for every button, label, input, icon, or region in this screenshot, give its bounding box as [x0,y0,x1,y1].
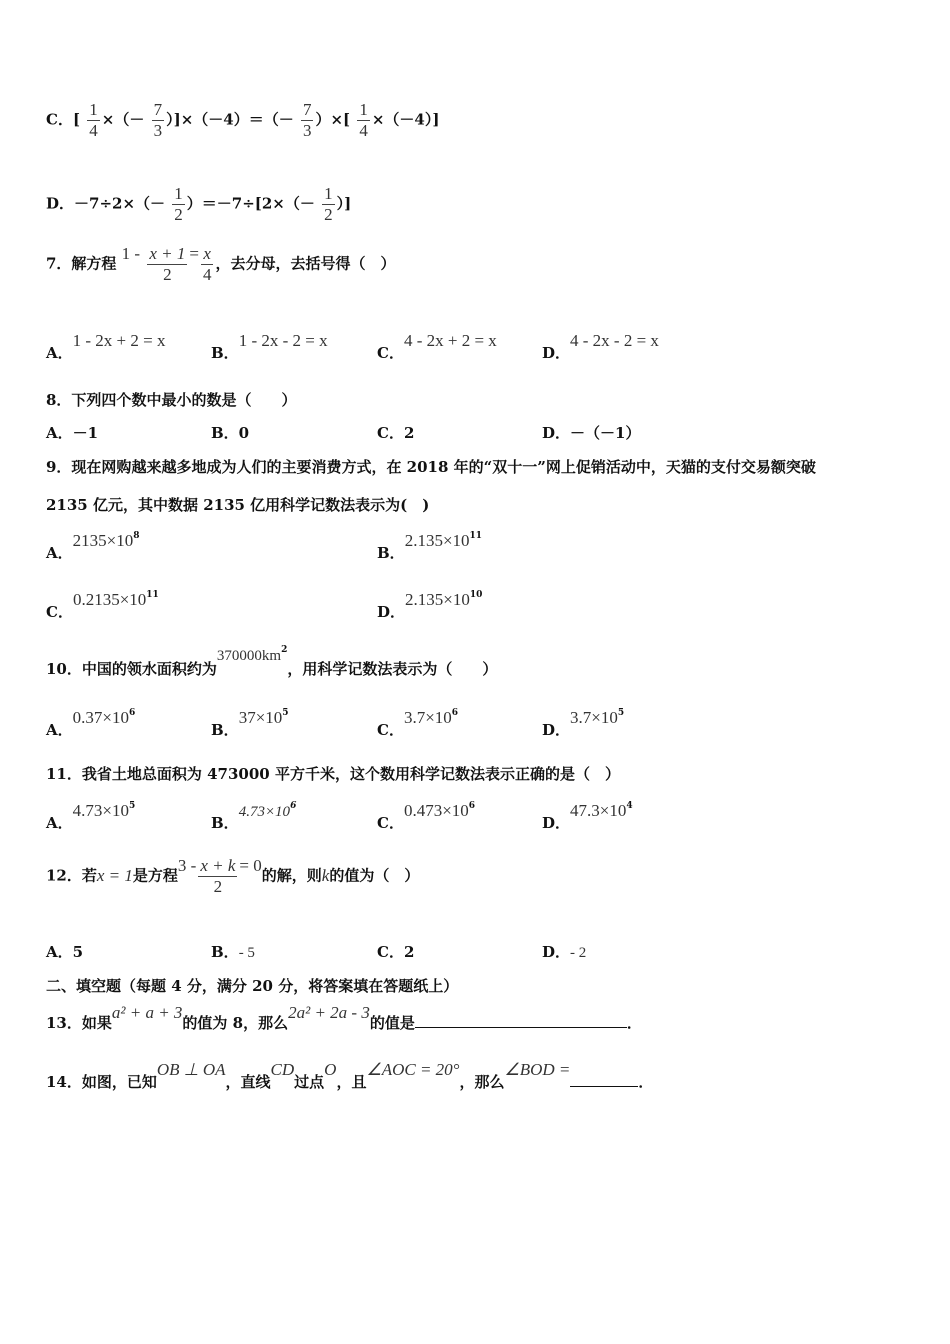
q12-option-c: C．2 [377,943,415,961]
question-7: 7．解方程 1 - $\frac{x + 1}{2}$ = $\frac{x}{4}$ ，去分母，去括号得（ ） [46,243,396,284]
q12-option-a: A．5 [46,943,84,961]
fraction: $\frac{1}{2}$ [174,184,183,224]
q12-option-b: B．- 5 [211,943,255,961]
q9-option-b: B．$2.135\times 10^{11}$ [377,531,483,562]
question-11-stem: 11．我省土地总面积为 473000 平方千米，这个数用科学记数法表示正确的是（ ） [46,765,620,783]
question-12: 12．若x = 1是方程3 - $\frac{x + k}{2}$ = 0的解，则k的值为（ ） [46,855,420,896]
question-9-line2: 2135 亿元，其中数据 2135 亿用科学记数法表示为( ) [46,496,430,514]
q10-option-a: A．$0.37\times 10^6$ [46,708,136,739]
fraction: $\frac{1}{2}$ [324,184,333,224]
q9-option-a: A．$2135\times 10^8$ [46,531,140,562]
fraction: $\frac{1}{4}$ [89,100,98,140]
section-heading: 二、填空题（每题 4 分，满分 20 分，将答案填在答题纸上） [46,977,459,995]
q7-option-d: D．4 - 2x - 2 = x [542,331,659,362]
q6-option-d: D．－7÷2×（－ $\frac{1}{2}$ ）＝－7÷[2×（－ $\frac{1}{2}$ ）] [46,184,352,224]
question-10: 10．中国的领水面积约为$370000km^2$，用科学记数法表示为（ ） [46,645,498,678]
q8-option-a: A．－1 [46,424,99,442]
q7-option-c: C．4 - 2x + 2 = x [377,331,497,362]
q7-option-a: A．1 - 2x + 2 = x [46,331,166,362]
fraction: $\frac{x + 1}{2}$ [149,244,186,284]
answer-blank[interactable] [570,1072,638,1087]
question-13: 13．如果a² + a + 3的值为 8，那么2a² + 2a - 3的值是 ． [46,1003,642,1032]
q8-option-b: B．0 [211,424,250,442]
q10-option-c: C．$3.7\times 10^6$ [377,708,459,739]
fraction: $\frac{x + k}{2}$ [200,856,236,896]
question-14: 14．如图，已知OB ⊥ OA，直线CD过点O，且∠AOC = 20°，那么∠BOD =． [46,1060,654,1091]
q11-option-c: C．$0.473\times 10^6$ [377,801,476,832]
q11-option-d: D．$47.3\times 10^4$ [542,801,633,832]
q6-option-c: C．[ $\frac{1}{4}$ ×（－ $\frac{7}{3}$ ）]×（－4）＝（－ $\frac{7}{3}$ ）×[ $\frac{1}{4}$ ×（－4）] [46,100,440,140]
q8-option-d: D．－（－1） [542,424,641,442]
fraction: $\frac{7}{3}$ [302,100,312,140]
fraction: $\frac{7}{3}$ [153,100,163,140]
q10-option-b: B．$37\times 10^5$ [211,708,289,739]
q7-option-b: B．1 - 2x - 2 = x [211,331,328,362]
q8-option-c: C．2 [377,424,415,442]
question-9-line1: 9．现在网购越来越多地成为人们的主要消费方式，在 2018 年的“双十一”网上促销活动中，天猫的支付交易额突破 [46,458,816,476]
q10-option-d: D．$3.7\times 10^5$ [542,708,625,739]
answer-blank[interactable] [415,1013,627,1028]
q11-option-a: A．$4.73\times 10^5$ [46,801,136,832]
option-label: C． [46,110,73,129]
fraction: $\frac{1}{4}$ [359,100,368,140]
option-label: D． [46,194,75,213]
q9-option-c: C．$0.2135\times 10^{11}$ [46,590,159,621]
q9-option-d: D．$2.135\times 10^{10}$ [377,590,483,621]
fraction: $\frac{x}{4}$ [202,244,212,284]
q12-option-d: D．- 2 [542,943,587,961]
q11-option-b: B．$4.73\times 10^6$ [211,801,297,832]
question-8-stem: 8．下列四个数中最小的数是（ ） [46,391,297,409]
